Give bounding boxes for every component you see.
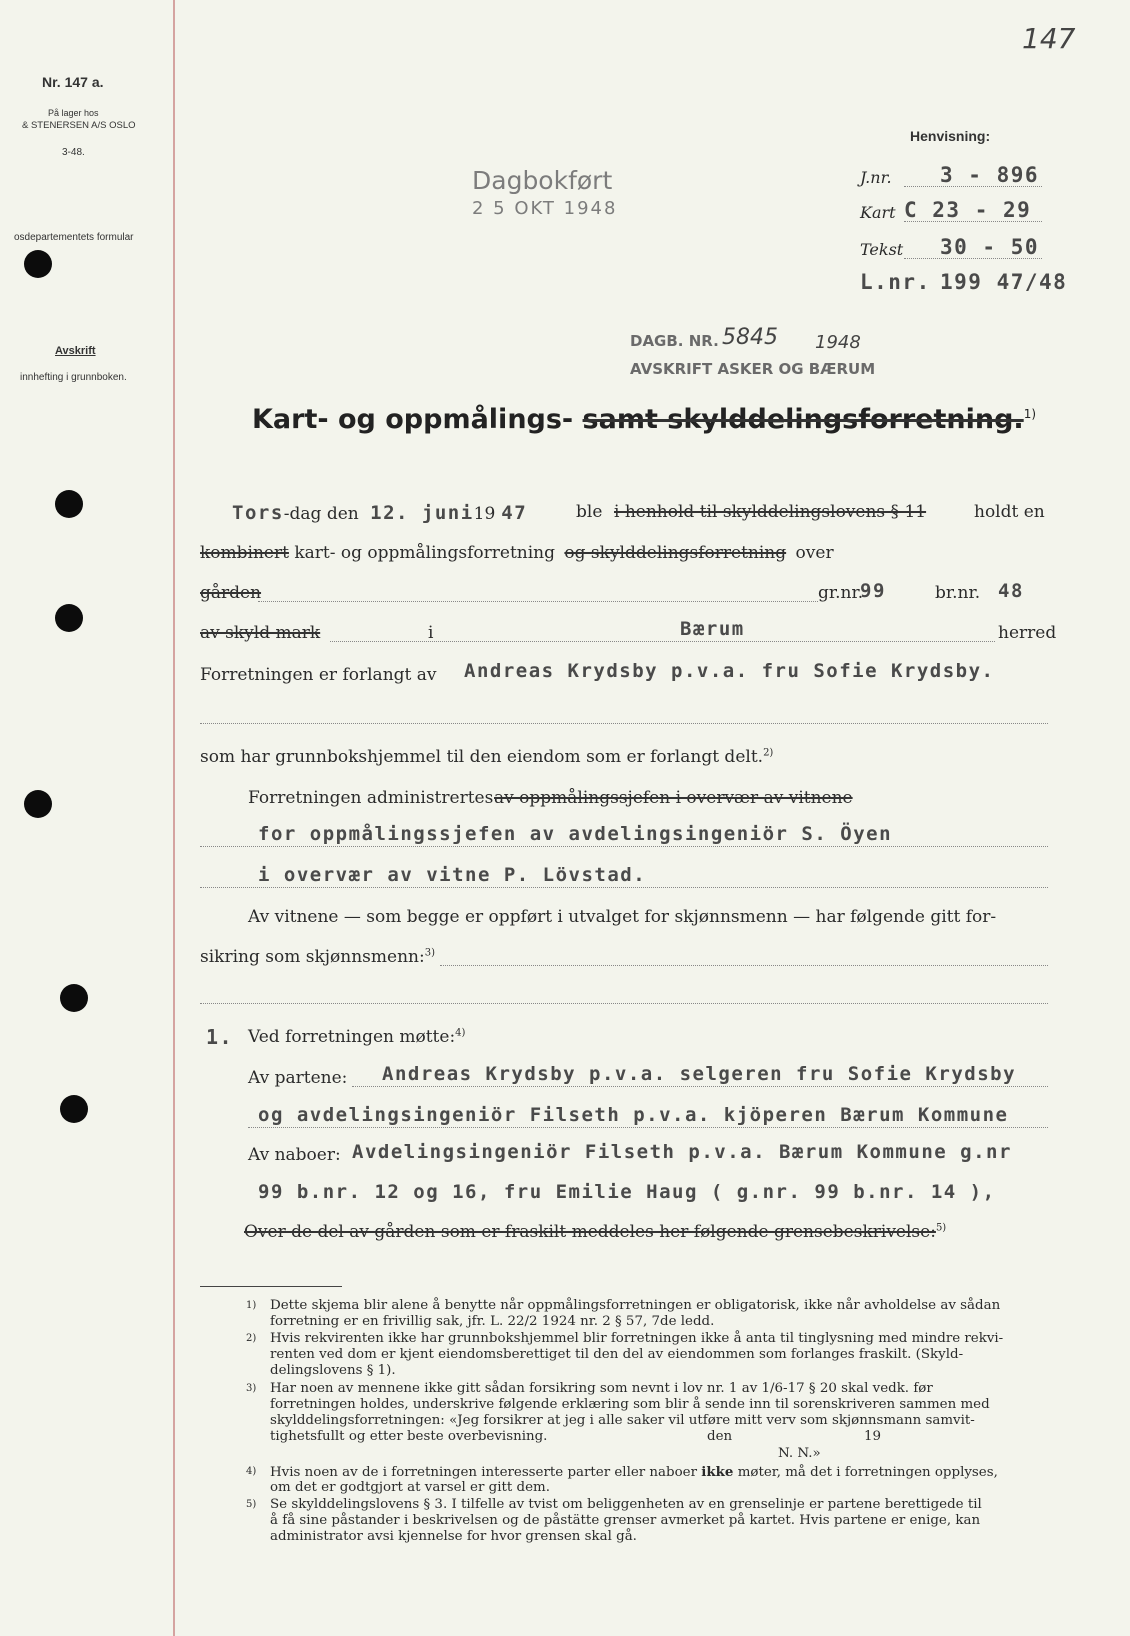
publisher-line: På lager hos [48,108,99,118]
footnote-5: Se skylddelingslovens § 3. I tilfelle av tvist om beliggenheten av en grenselinje er partene berettigede til [270,1497,982,1512]
day-typed: Tors [232,502,284,524]
jnr-label: J.nr. [860,168,892,187]
dagbokfort-stamp: Dagbokført [472,166,613,195]
jnr-value: 3 - 896 [940,163,1040,187]
struck-admin: av oppmålingssjefen i overvær av vitnene [494,788,853,808]
naboer-typed-2: 99 b.nr. 12 og 16, fru Emilie Haug ( g.nr. 99 b.nr. 14 ), [258,1181,996,1203]
publisher-line: & STENERSEN A/S OSLO [22,120,136,131]
dagb-year: 1948 [815,332,861,353]
innhefting-note: innhefting i grunnboken. [20,372,127,383]
lnr-label: L.nr. [860,270,931,294]
punch-hole [60,1095,88,1123]
document-page: 147 Nr. 147 a. På lager hos & STENERSEN A/S OSLO 3-48. osdepartementets formular Avskrift innhefting i grunnboken. Henvisning: J.nr. 3 - 896 Kart C 23 - 29 Tekst 30 - 50 L.nr. 199 47/48 Dagbokført 2 5 OKT 1948 DAGB. NR. 5845 1948 AVSKRIFT ASKER OG BÆRUM Kart- og oppmålings- samt skylddelingsforretning.$^{1)}$ Tors-dag den 12. juni19 47 ble i henhold til skylddelingslovens § 11 holdt en kombinert kart- og oppmålingsforretning og skylddelingsforretning over gården gr.nr. 99 br.nr. 48 av skyld mark i Bærum herred Forretningen er forlangt av Andreas Krydsby p.v.a. fru Sofie Krydsby. som har grunnbokshjemmel til den eiendom som er forlangt delt.$^{2)}$ Forretningen administrertes av oppmålingssjefen i overvær av vitnene for oppmålingssjefen av avdelingsingeniör S. Öyen i overvær av vitne P. Lövstad. Av vitnene — som begge er oppført i utvalget for skjønnsmenn — har følgende gitt for- sikring som skjønnsmenn:$^{3)}$ 1. Ved forretningen møtte:$^{4)}$ Av partene: Andreas Krydsby p.v.a. selgeren fru Sofie Krydsby og avdelingsingeniör Filseth p.v.a. kjöperen Bærum Kommune Av naboer: Avdelingsingeniör Filseth p.v.a. Bærum Kommune g.nr 99 b.nr. 12 og 16, fru Emilie Haug ( g.nr. 99 b.nr. 14 ), Over de del av gården som er fraskilt meddeles her følgende grensebeskrivelse:$^{5)}$ 1) Dette skjema blir alene å benytte når oppmålingsforretningen er obligatorisk, ikke når avholdelse av sådan forretning er en frivillig sak, jfr. L. 22/2 1924 nr. 2 § 57, 7de ledd. 2) Hvis rekvirenten ikke har grunnbokshjemmel blir forretningen ikke å anta til tinglysning med mindre rekvi- renten ved dom er kjent eiendomsberettiget til den del av eiendommen som forlanges fraskilt. (Skyld- delingslovens § 1). 3) Har noen av mennene ikke gitt sådan forsikring som nevnt i lov nr. 1 av 1/6-17 § 20 skal vedk. før forretningen holdes, underskrive følgende erklæring som blir å sende inn til sorenskriveren sammen med skylddelingsforretningen: «Jeg forsikrer at jeg i alle saker vil utføre mitt verv som skjønnsmann samvit- tighetsfullt og etter beste overbevisning. den 19 N. N.» 4) Hvis noen av de i forretningen interesserte parter eller naboer ikke møter, må det i forretningen opplyses, om det er godtgjort at varsel er gitt dem. 5) Se skylddelingslovens § 3. I tilfelle av tvist om beliggenheten av en grenselinje er partene berettigede til å få sine påstander i beskrivelsen og de påstätte grenser avmerket på kartet. Hvis partene er enige, kan administrator avsi kjennelse for hvor grensen skal gå. [0,0,1130,1636]
footnote-3: Har noen av mennene ikke gitt sådan forsikring som nevnt i lov nr. 1 av 1/6-17 § 20 skal vedk. før [270,1381,933,1396]
struck-grense: Over de del av gården som er fraskilt meddeles her følgende grensebeskrivelse: [244,1222,936,1242]
forlangt-typed: Andreas Krydsby p.v.a. fru Sofie Krydsby. [464,660,995,682]
footnote-4: Hvis noen av de i forretningen interesserte parter eller naboer ikke møter, må det i forretningen opplyses, [270,1464,998,1480]
lnr-value: 199 47/48 [940,270,1068,294]
grnr-value: 99 [860,580,886,602]
brnr-value: 48 [998,580,1024,602]
footnote-2: Hvis rekvirenten ikke har grunnbokshjemmel blir forretningen ikke å anta til tinglysning med mindre rekvi- [270,1331,1004,1346]
page-number: 147 [1022,22,1076,55]
punch-hole [24,790,52,818]
punch-hole [55,490,83,518]
item-number: 1. [206,1025,234,1049]
form-date: 3-48. [62,147,85,158]
year-typed: 47 [501,502,528,524]
admin-typed-2: i overvær av vitne P. Lövstad. [258,864,647,886]
herred-name: Bærum [680,618,745,640]
partene-typed-1: Andreas Krydsby p.v.a. selgeren fru Sofie Krydsby [382,1063,1017,1085]
partene-typed-2: og avdelingsingeniör Filseth p.v.a. kjöperen Bærum Kommune [258,1104,1009,1126]
punch-hole [55,604,83,632]
dagb-nr-label: DAGB. NR. [630,332,719,350]
naboer-typed-1: Avdelingsingeniör Filseth p.v.a. Bærum Kommune g.nr [352,1141,1012,1163]
dagb-nr-value: 5845 [722,325,778,350]
admin-typed-1: for oppmålingssjefen av avdelingsingeniör S. Öyen [258,823,893,845]
dagbokfort-date: 2 5 OKT 1948 [472,198,618,219]
margin-rule [173,0,175,1636]
avskrift-stamp: AVSKRIFT ASKER OG BÆRUM [630,360,876,378]
footnote-rule [200,1286,342,1287]
kart-label: Kart [860,203,896,222]
tekst-value: 30 - 50 [940,235,1040,259]
department-formular: osdepartementets formular [14,232,134,243]
kart-value: C 23 - 29 [904,198,1032,222]
document-title: Kart- og oppmålings- samt skylddelingsforretning.$^{1)}$ [252,404,1037,435]
footnote-1: Dette skjema blir alene å benytte når oppmålingsforretningen er obligatorisk, ikke når avholdelse av sådan [270,1298,1001,1313]
punch-hole [60,984,88,1012]
struck-henhold: i henhold til skylddelingslovens § 11 [614,502,927,522]
tekst-label: Tekst [860,240,904,259]
title-part1: Kart- og oppmålings- [252,404,574,435]
form-number: Nr. 147 a. [42,74,104,90]
henvisning-title: Henvisning: [910,128,991,144]
date-typed: 12. juni [370,502,474,524]
title-struck: samt skylddelingsforretning. [582,404,1024,435]
punch-hole [24,250,52,278]
avskrift-label: Avskrift [55,345,96,357]
